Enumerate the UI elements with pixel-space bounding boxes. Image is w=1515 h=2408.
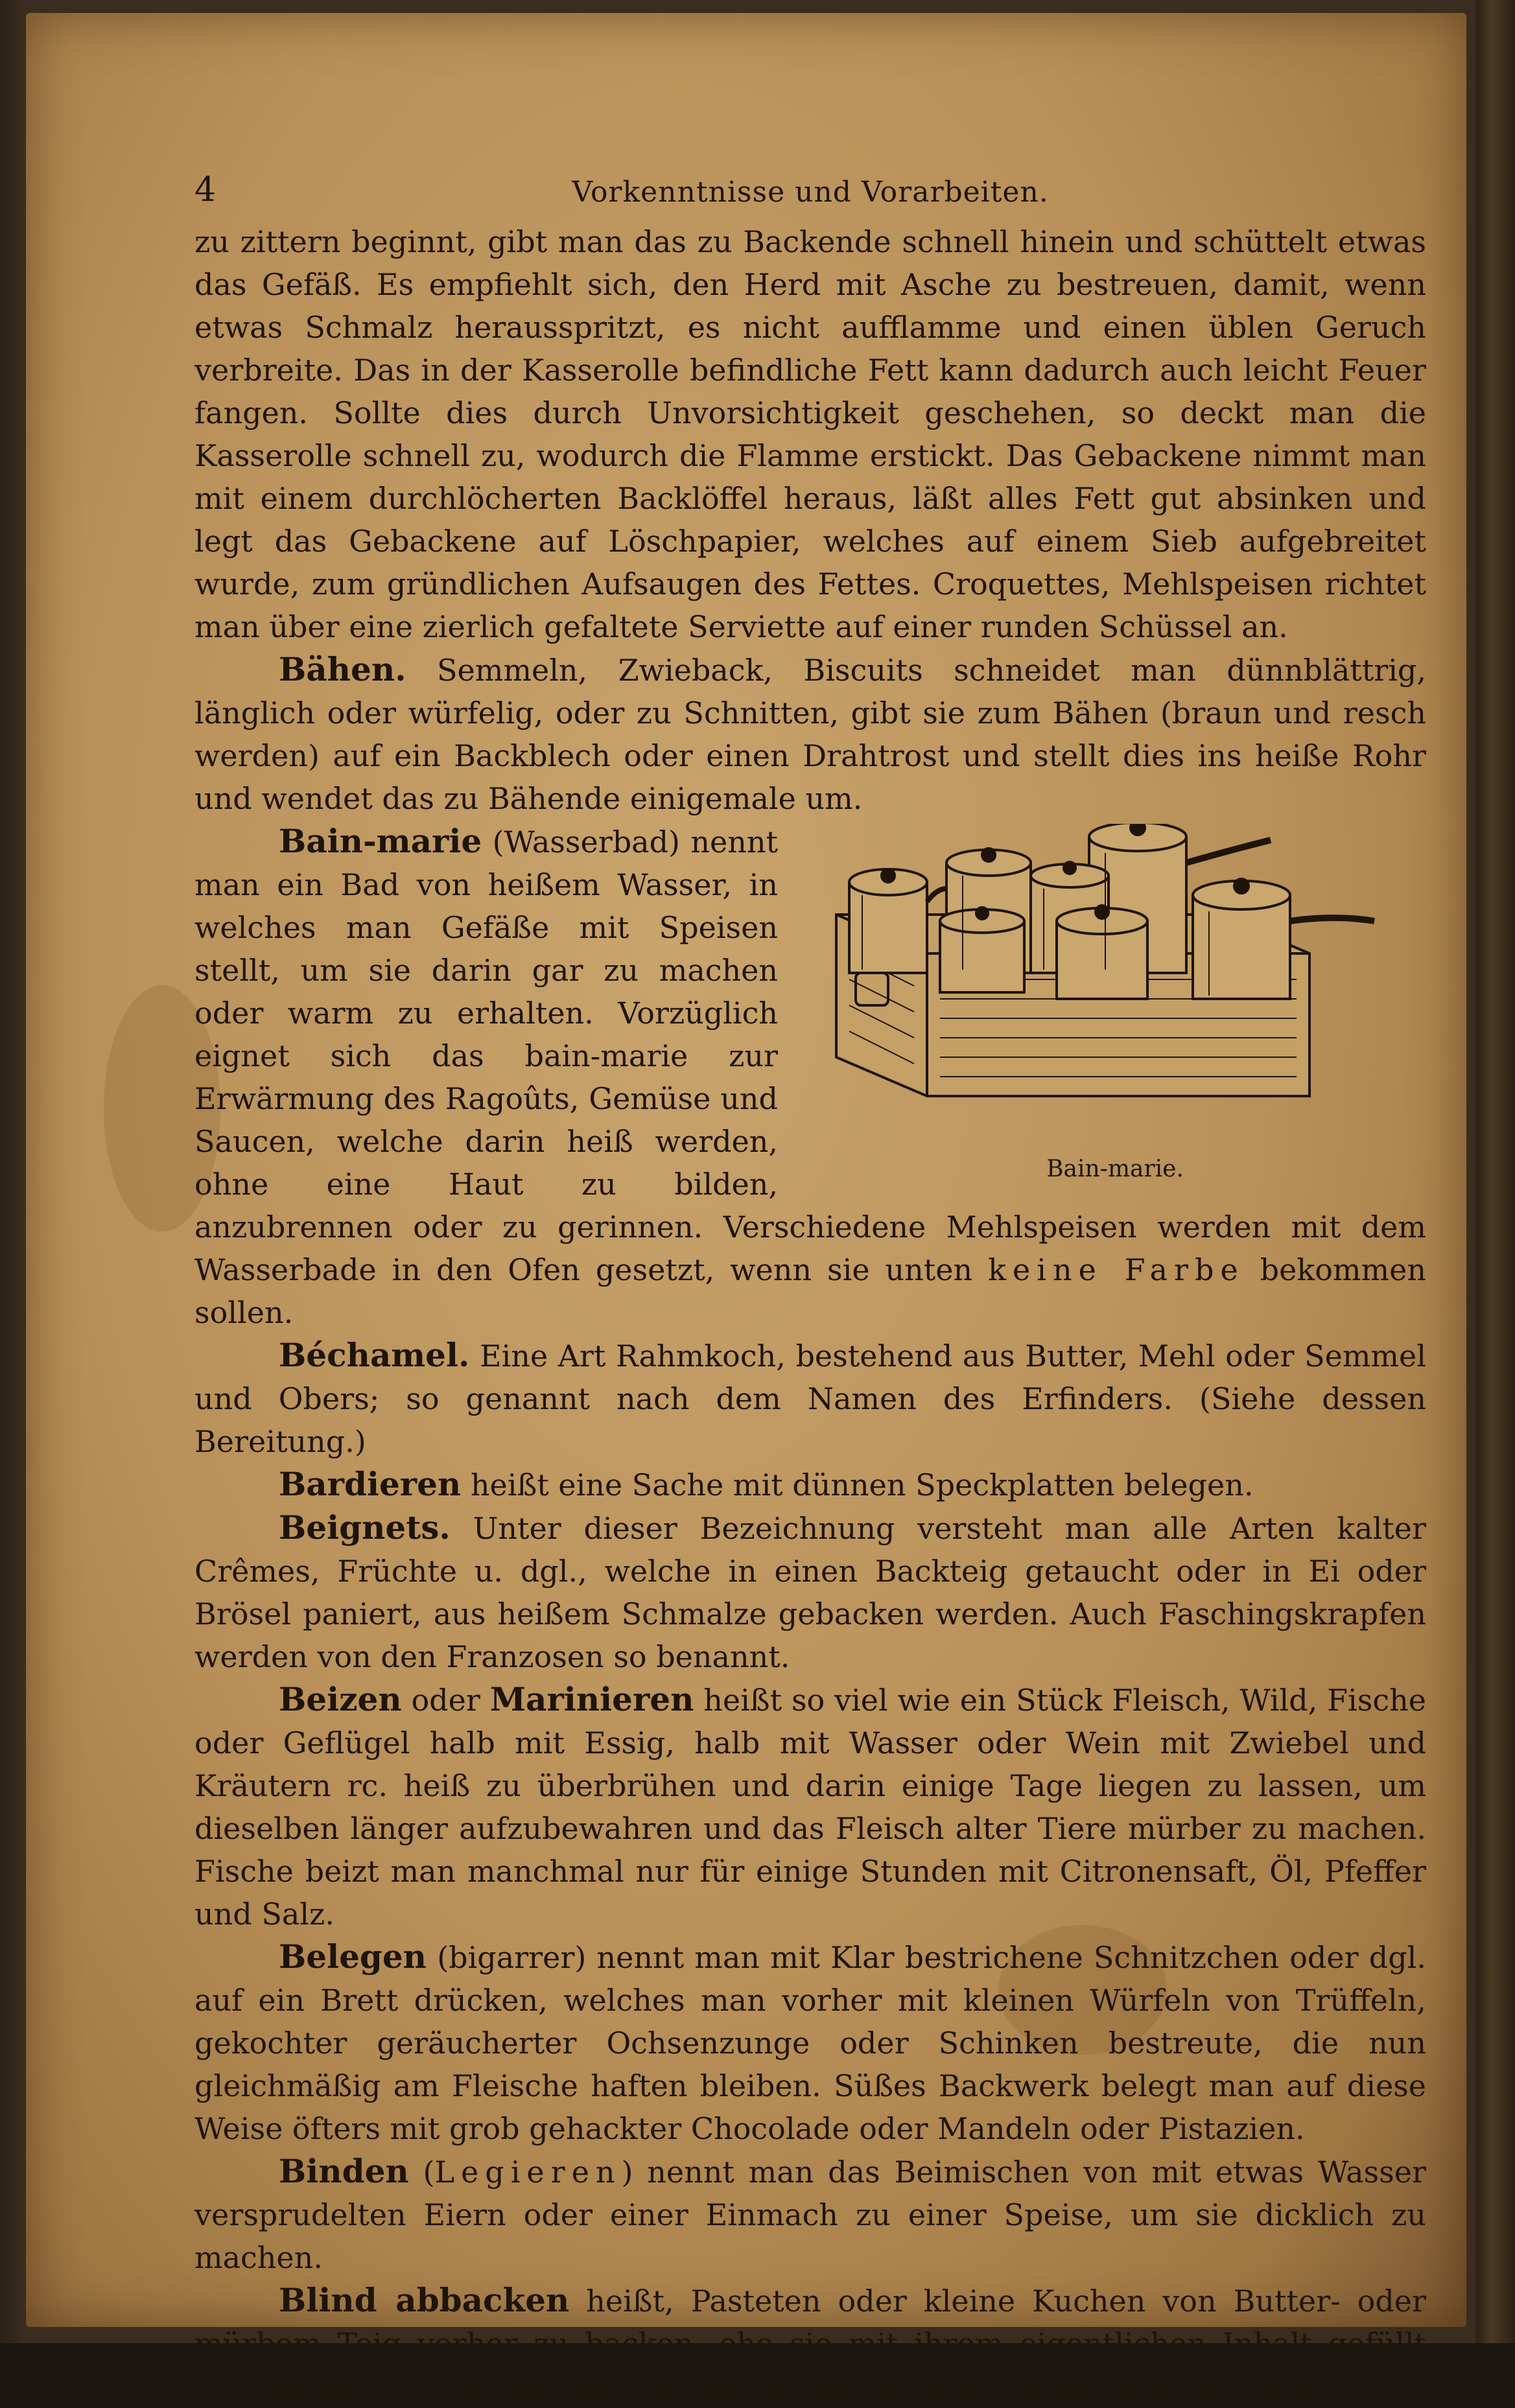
entry-text: ) nennt man das Beimischen von mit etwas Wasser versprudelten Eiern oder einer Einmach zu einer Speise, um sie dicklich zu machen.	[194, 2155, 1426, 2275]
entry-binden	[194, 2150, 1426, 2279]
entry-beignets	[194, 1506, 1426, 1678]
emphasized-text: keine Farbe	[988, 1252, 1245, 1287]
entry-text-end: bekommen sollen.	[194, 1252, 1426, 1330]
entry-beizen	[194, 1678, 1426, 1935]
emphasized-text: Legieren	[434, 2155, 622, 2190]
paragraph-frying-continued: zu zittern beginnt, gibt man das zu Backende schnell hinein und schüttelt etwas das Gefäß. Es empfiehlt sich, den Herd mit Asche zu bestreuen, damit, wenn etwas Schmalz herausspritzt, es nicht aufflamme und einen üblen Geruch verbreite. Das in der Kasserolle befindliche Fett kann dadurch auch leicht Feuer fangen. Sollte dies durch Unvorsichtigkeit geschehen, so deckt man die Kasserolle schnell zu, wodurch die Flamme erstickt. Das Gebackene nimmt man mit einem durchlöcherten Backlöffel heraus, läßt alles Fett gut absinken und legt das Gebackene auf Löschpapier, welches auf einem Sieb aufgebreitet wurde, zum gründlichen Aufsaugen des Fettes. Croquettes, Mehlspeisen richtet man über eine zierlich gefaltete Serviette auf einer runden Schüssel an.	[194, 224, 1426, 644]
page-content	[194, 156, 1426, 2408]
entry-text: Eine Art Rahmkoch, bestehend aus Butter, Mehl oder Semmel und Obers; so genannt nach dem Namen des Erfinders. (Siehe dessen Bereitung.)	[194, 1338, 1426, 1459]
bain-marie-figure	[804, 824, 1426, 1193]
entry-text: Semmeln, Zwieback, Biscuits schneidet man dünnblättrig, länglich oder würfelig, oder zu Schnitten, gibt sie zum Bähen (braun und resch werden) auf ein Backblech oder einen Drahtrost und stellt dies ins heiße Rohr und wendet das zu Bähende einigemale um.	[194, 653, 1426, 816]
entry-term: Bain-marie	[279, 822, 482, 860]
entry-term: Binden	[279, 2152, 409, 2190]
entry-text: Unter dieser Bezeichnung versteht man alle Arten kalter Crêmes, Früchte u. dgl., welche in einen Backteig getaucht oder in Ei oder Brösel paniert, aus heißem Schmalze gebacken werden. Auch Faschingskrapfen werden von den Franzosen so benannt.	[194, 1511, 1426, 1674]
entry-blind-abbacken	[194, 2279, 1426, 2408]
entry-term: Bähen.	[279, 650, 406, 688]
entry-term-alt: Marinieren	[489, 1680, 694, 1718]
entry-term: Bardieren	[279, 1465, 462, 1503]
page-header	[194, 156, 1426, 214]
entry-text: heißt, Pasteten oder kleine Kuchen von Butter- oder mürbem Teig vorher zu backen, ehe sie mit ihrem eigentlichen Inhalt gefüllt werden und welche man einstweilen, damit sie beim Backen ihre bestimmte	[194, 2284, 1426, 2404]
entry-connector: oder	[401, 1683, 490, 1718]
bain-marie-illustration-icon	[817, 824, 1413, 1135]
page-number: 4	[194, 170, 217, 209]
entry-term: Belegen	[279, 1937, 427, 1976]
figure-caption: Bain-marie.	[1046, 1156, 1184, 1182]
entry-bechamel	[194, 1334, 1426, 1463]
entry-term: Beizen	[279, 1680, 402, 1718]
running-head: Vorkenntnisse und Vorarbeiten.	[572, 176, 1049, 209]
entry-open-paren: (	[408, 2155, 435, 2190]
entry-baehen	[194, 648, 1426, 820]
entry-term: Beignets.	[279, 1508, 451, 1547]
entry-text: (Wasserbad) nennt man ein Bad von heißem Wasser, in welches man Gefäße mit Speisen stellt, um sie darin gar zu machen oder warm zu erhalten. Vorzüglich eignet sich das bain-marie zur Erwärmung des Ragoûts, Gemüse und Saucen, welche darin heiß werden, ohne eine Haut zu bilden, anzubrennen oder zu gerinnen. Verschiedene Mehlspeisen werden mit dem Wasserbade in den Ofen gesetzt, wenn sie unten	[194, 824, 1426, 1287]
entry-term: Blind abbacken	[279, 2281, 570, 2319]
adjacent-page-edge	[1476, 0, 1515, 2343]
entry-belegen	[194, 1935, 1426, 2150]
entry-text: (bigarrer) nennt man mit Klar bestrichene Schnitzchen oder dgl. auf ein Brett drücken, welches man vorher mit kleinen Würfeln von Trüffeln, gekochter geräucherter Ochsenzunge oder Schinken bestreute, die nun gleichmäßig am Fleische haften bleiben. Süßes Backwerk belegt man auf diese Weise öfters mit grob gehackter Chocolade oder Mandeln oder Pistazien.	[194, 1940, 1426, 2146]
entry-term: Béchamel.	[279, 1336, 470, 1374]
entry-bardieren	[194, 1463, 1426, 1506]
entry-text: heißt eine Sache mit dünnen Speckplatten belegen.	[461, 1467, 1254, 1502]
entry-text: heißt so viel wie ein Stück Fleisch, Wild, Fische oder Geflügel halb mit Essig, halb mit Wasser oder Wein mit Zwiebel und Kräutern rc. heiß zu überbrühen und darin einige Tage liegen zu lassen, um dieselben länger aufzubewahren und das Fleisch alter Tiere mürber zu machen. Fische beizt man manchmal nur für einige Stunden mit Citronensaft, Öl, Pfeffer und Salz.	[194, 1683, 1426, 1932]
